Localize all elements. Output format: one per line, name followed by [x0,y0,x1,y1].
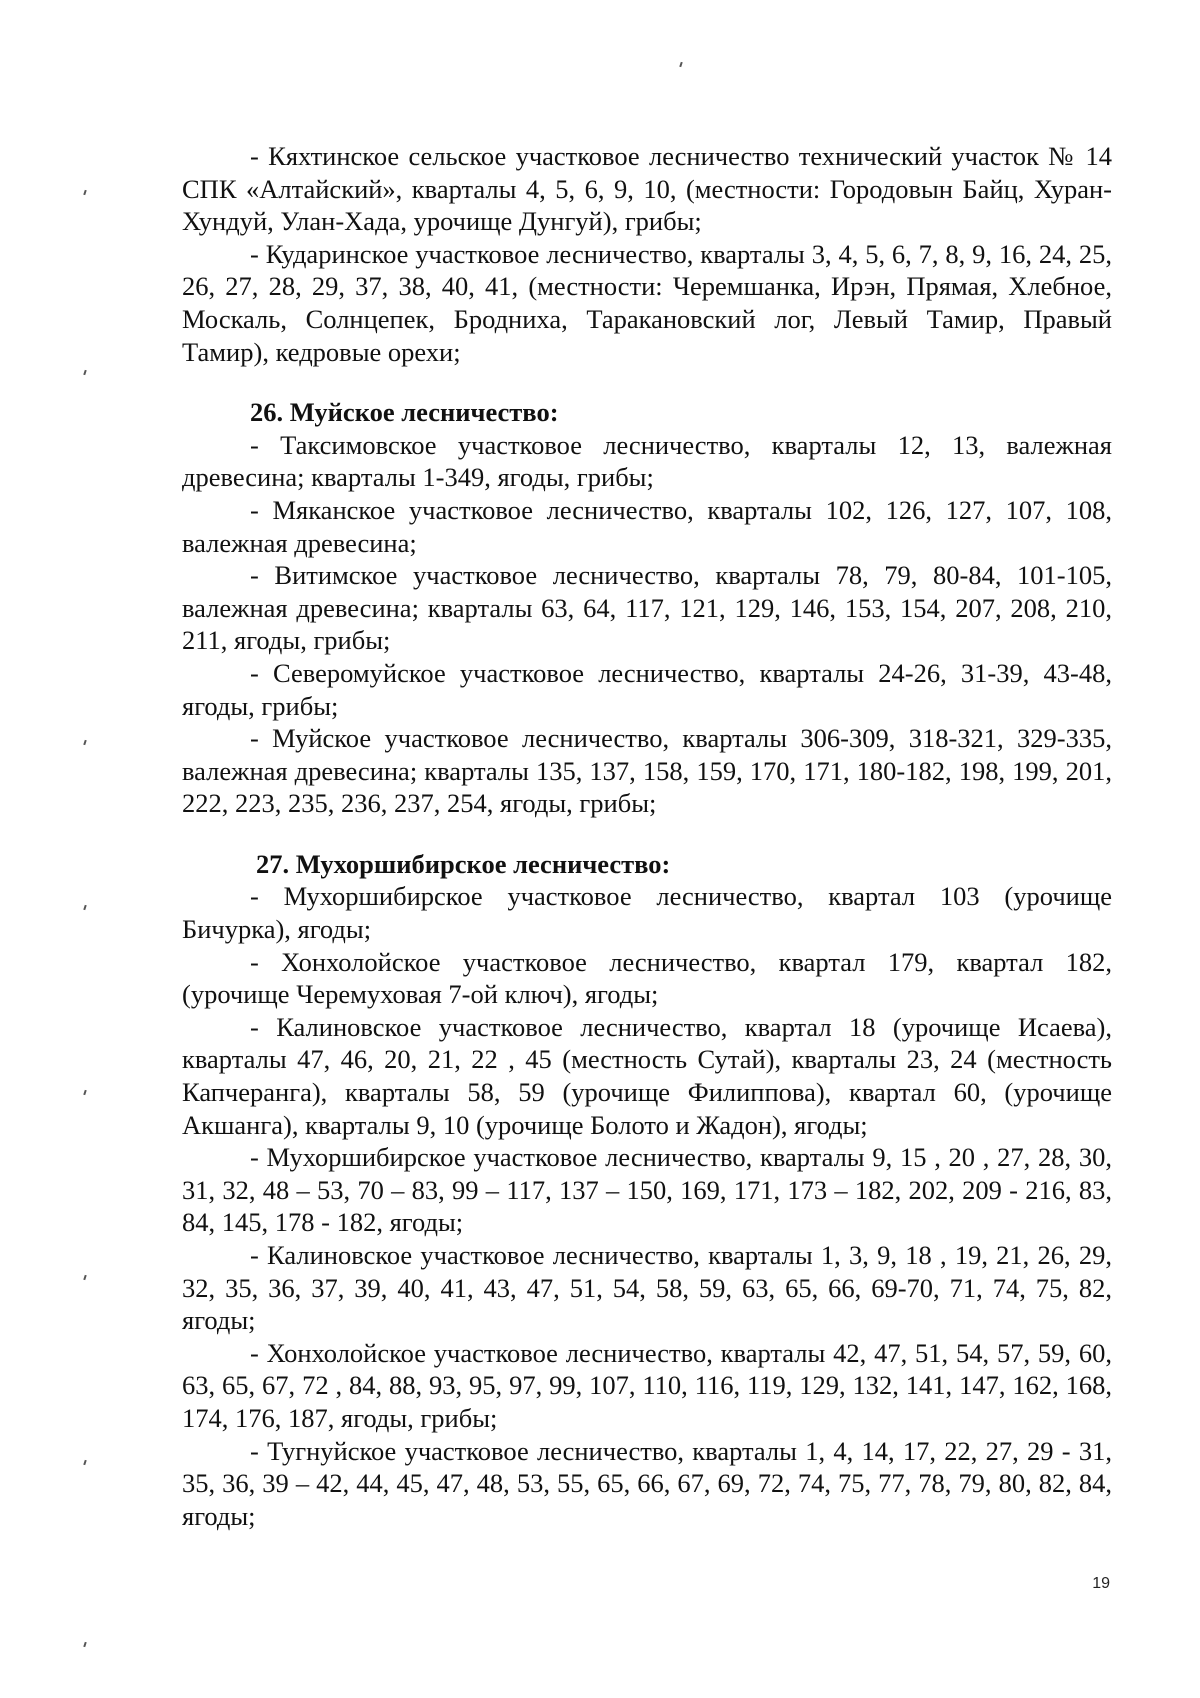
scan-speck [83,1275,86,1280]
scan-speck [83,370,86,375]
paragraph-kalinovka-1: - Калиновское участковое лесничество, квартал 18 (урочище Исаева), кварталы 47, 46, 20, 21, 22 , 45 (местность Сутай), кварталы 23, 24 (местность Капчеранга), кварталы 58, 59 (урочище Филиппова), квартал 60, (урочище Акшанга), кварталы 9, 10 (урочище Болото и Жадон), ягоды; [182,1011,1112,1140]
scan-speck [679,62,682,67]
paragraph-khonkholoi-2: - Хонхолойское участковое лесничество, кварталы 42, 47, 51, 54, 57, 59, 60, 63, 65, 67, 72 , 84, 88, 93, 95, 97, 99, 107, 110, 116, 119, 129, 132, 141, 147, 162, 168, 174, 176, 187, ягоды, грибы; [182,1337,1112,1433]
section-heading-27: 27. Мухоршибирское лесничество: [256,848,671,879]
page-number: 19 [1092,1575,1110,1592]
section-heading-26: 26. Муйское лесничество: [250,397,559,428]
scan-speck [83,1642,86,1647]
paragraph-taksimo: - Таксимовское участковое лесничество, кварталы 12, 13, валежная древесина; кварталы 1-349, ягоды, грибы; [182,429,1112,493]
scan-speck [83,905,86,910]
paragraph-vitim: - Витимское участковое лесничество, кварталы 78, 79, 80-84, 101-105, валежная древесина; кварталы 63, 64, 117, 121, 129, 146, 153, 154, 207, 208, 210, 211, ягоды, грибы; [182,560,1112,656]
paragraph-tugnui: - Тугнуйское участковое лесничество, кварталы 1, 4, 14, 17, 22, 27, 29 - 31, 35, 36, 39 – 42, 44, 45, 47, 48, 53, 55, 65, 66, 67, 69, 72, 74, 75, 77, 78, 79, 80, 82, 84, ягоды; [182,1435,1112,1531]
paragraph-khonkholoi-1: - Хонхолойское участковое лесничество, квартал 179, квартал 182, (урочище Черемуховая 7-ой ключ), ягоды; [182,946,1112,1010]
paragraph-mukhorshibir-1: - Мухоршибирское участковое лесничество, квартал 103 (урочище Бичурка), ягоды; [182,881,1112,945]
scan-speck [83,1460,86,1465]
paragraph-muisk: - Муйское участковое лесничество, кварталы 306-309, 318-321, 329-335, валежная древесина; кварталы 135, 137, 158, 159, 170, 171, 180-182, 198, 199, 201, 222, 223, 235, 236, 237, 254, ягоды, грибы; [182,723,1112,819]
paragraph-muyakan: - Мяканское участковое лесничество, кварталы 102, 126, 127, 107, 108, валежная древесина; [182,494,1112,558]
paragraph-mukhorshibir-2: - Мухоршибирское участковое лесничество, кварталы 9, 15 , 20 , 27, 28, 30, 31, 32, 48 – 53, 70 – 83, 99 – 117, 137 – 150, 169, 171, 173 – 182, 202, 209 - 216, 83, 84, 145, 178 - 182, ягоды; [182,1142,1112,1238]
paragraph-kalinovka-2: - Калиновское участковое лесничество, кварталы 1, 3, 9, 18 , 19, 21, 26, 29, 32, 35, 36, 37, 39, 40, 41, 43, 47, 51, 54, 58, 59, 63, 65, 66, 69-70, 71, 74, 75, 82, ягоды; [182,1240,1112,1336]
scan-speck [83,1090,86,1095]
paragraph-severomuisk: - Северомуйское участковое лесничество, кварталы 24-26, 31-39, 43-48, ягоды, грибы; [182,657,1112,721]
paragraph-kudara: - Кударинское участковое лесничество, кварталы 3, 4, 5, 6, 7, 8, 9, 16, 24, 25, 26, 27, 28, 29, 37, 38, 40, 41, (местности: Черемшанка, Ирэн, Прямая, Хлебное, Москаль, Солнцепек, Бродниха, Таракановский лог, Левый Тамир, Правый Тамир), кедровые орехи; [182,238,1112,367]
paragraph-kyakhta: - Кяхтинское сельское участковое лесничество технический участок № 14 СПК «Алтайский», кварталы 4, 5, 6, 9, 10, (местности: Городовын Байц, Хуран-Хундуй, Улан-Хада, урочище Дунгуй), грибы; [182,141,1112,237]
scan-speck [83,740,86,745]
document-body [182,140,1112,1532]
scan-speck [83,190,86,195]
